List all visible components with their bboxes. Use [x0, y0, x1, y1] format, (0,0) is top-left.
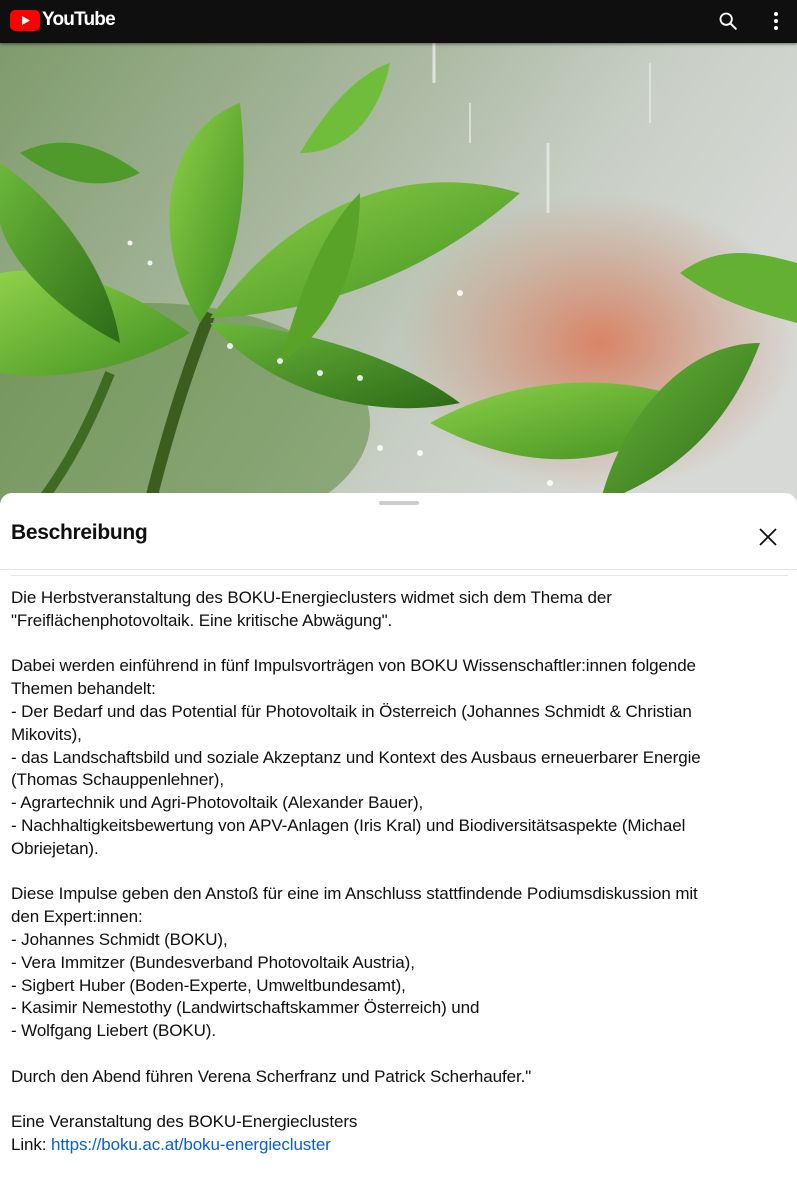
- youtube-logo[interactable]: [10, 8, 115, 32]
- description-line: (Thomas Schauppenlehner),: [11, 770, 224, 790]
- description-line: Obriejetan).: [11, 838, 99, 858]
- description-line: Themen behandelt:: [11, 679, 156, 699]
- link-line: [11, 1134, 787, 1157]
- description-line: - Nachhaltigkeitsbewertung von APV-Anlagen (Iris Kral) und Biodiversitätsaspekte (Michael: [11, 815, 686, 835]
- description-line: Mikovits),: [11, 724, 82, 744]
- panel-title: Beschreibung: [11, 521, 148, 544]
- description-line: - Der Bedarf und das Potential für Photovoltaik in Österreich (Johannes Schmidt & Christian: [11, 701, 692, 721]
- brand-name: YouTube: [42, 9, 115, 30]
- description-panel: [0, 493, 797, 1181]
- external-link[interactable]: https://boku.ac.at/boku-energiecluster: [51, 1135, 331, 1155]
- description-line: - Vera Immitzer (Bundesverband Photovoltaik Austria),: [11, 952, 415, 972]
- description-line: - Sigbert Huber (Boden-Experte, Umweltbundesamt),: [11, 975, 406, 995]
- description-line: [11, 1089, 787, 1112]
- description-line: Diese Impulse geben den Anstoß für eine im Anschluss stattfindende Podiumsdiskussion mit: [11, 884, 698, 904]
- top-app-bar: [0, 0, 797, 43]
- description-line: Eine Veranstaltung des BOKU-Energieclusters: [11, 1112, 358, 1132]
- description-line: - Johannes Schmidt (BOKU),: [11, 929, 228, 949]
- content-divider: [11, 575, 788, 576]
- description-line: Durch den Abend führen Verena Scherfranz und Patrick Scherhaufer.": [11, 1066, 532, 1086]
- drag-handle[interactable]: [379, 501, 419, 505]
- description-line: - Agrartechnik und Agri-Photovoltaik (Alexander Bauer),: [11, 793, 424, 813]
- video-frame-image: [0, 43, 797, 503]
- description-line: [11, 633, 787, 656]
- more-options-button[interactable]: [762, 7, 790, 35]
- close-button[interactable]: [754, 523, 782, 551]
- link-prefix: Link:: [11, 1135, 52, 1155]
- more-vert-icon: [764, 9, 788, 33]
- video-player[interactable]: [0, 43, 797, 503]
- description-line: - Kasimir Nemestothy (Landwirtschaftskammer Österreich) und: [11, 998, 480, 1018]
- description-line: [11, 1043, 787, 1066]
- search-button[interactable]: [714, 7, 742, 35]
- description-line: - das Landschaftsbild und soziale Akzeptanz und Kontext des Ausbaus erneuerbarer Energie: [11, 747, 701, 767]
- youtube-logo-icon: [10, 10, 40, 31]
- description-line: Die Herbstveranstaltung des BOKU-Energieclusters widmet sich dem Thema der: [11, 588, 612, 607]
- description-line: den Expert:innen:: [11, 907, 143, 927]
- description-line: "Freiflächenphotovoltaik. Eine kritische Abwägung".: [11, 610, 393, 630]
- description-line: - Wolfgang Liebert (BOKU).: [11, 1021, 216, 1041]
- description-text: [11, 587, 787, 1157]
- header-divider: [0, 569, 797, 570]
- search-icon: [717, 10, 739, 32]
- description-line: Dabei werden einführend in fünf Impulsvorträgen von BOKU Wissenschaftler:innen folgende: [11, 656, 696, 676]
- close-icon: [758, 527, 778, 547]
- description-line: [11, 861, 787, 884]
